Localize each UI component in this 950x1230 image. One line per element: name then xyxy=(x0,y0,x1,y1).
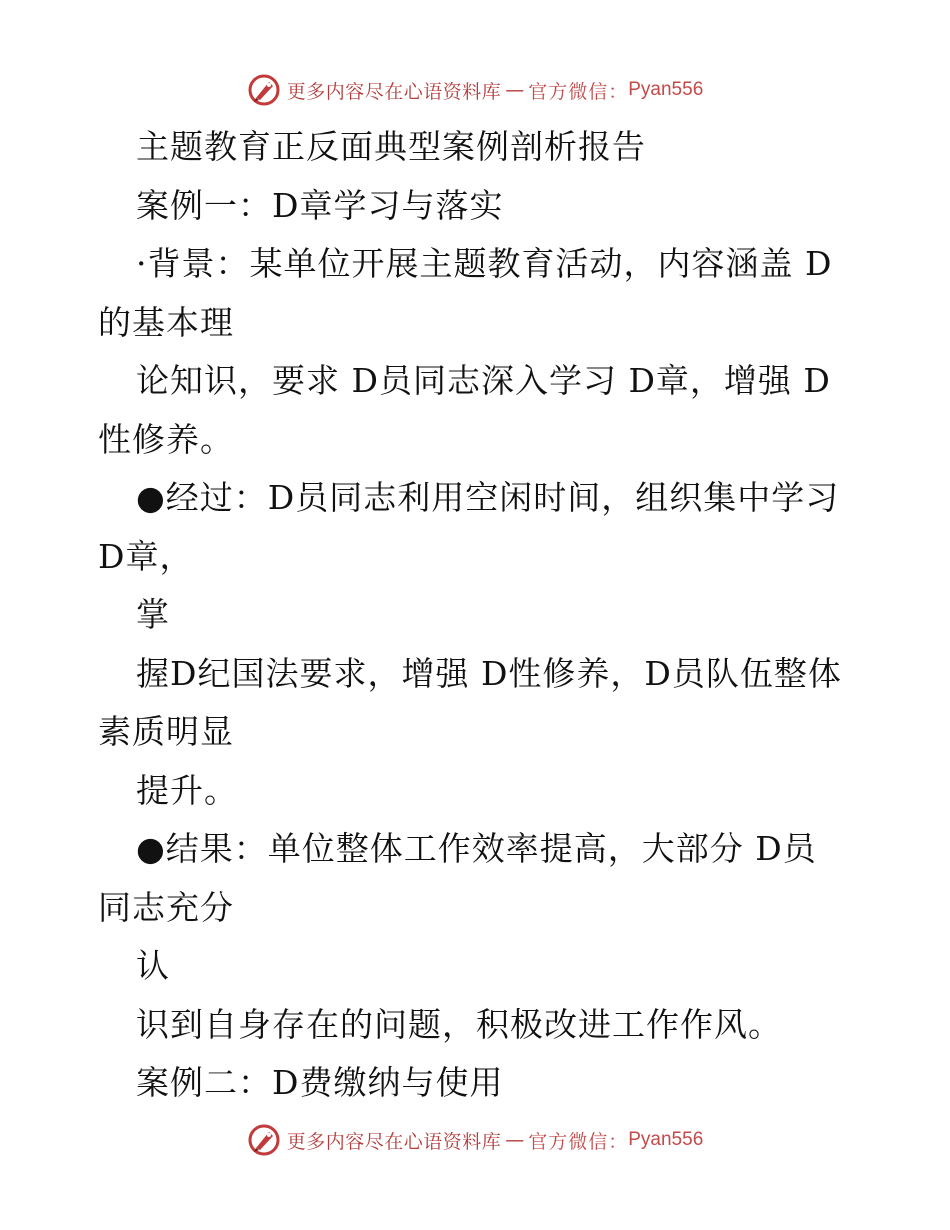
document-body xyxy=(98,118,858,1113)
watermark-main-text: 更多内容尽在心语资料库 xyxy=(286,1130,502,1153)
text-line: 识到自身存在的问题，积极改进工作作风。 xyxy=(136,1004,782,1044)
text-line: 认 xyxy=(136,946,170,985)
case-two-heading: 案例二：D费缴纳与使用 xyxy=(136,1063,504,1102)
watermark-handle: Pyan556 xyxy=(628,1129,704,1150)
case-one-heading: 案例一：D章学习与落实 xyxy=(136,185,504,225)
watermark-handle: Pyan556 xyxy=(628,79,704,100)
document-title: 主题教育正反面典型案例剖析报告 xyxy=(136,127,646,166)
watermark-sub-text: 官方微信： xyxy=(528,1130,629,1153)
footer-watermark xyxy=(0,1120,950,1160)
case-one-result: ●结果：单位整体工作效率提高，大部分 D员 xyxy=(136,829,817,868)
text-line: 握D纪国法要求，增强 D性修养，D员队伍整体 xyxy=(136,653,842,693)
text-line: 的基本理 xyxy=(98,302,234,342)
text-line: D章， xyxy=(98,536,194,576)
pen-logo-icon xyxy=(247,73,281,107)
text-line: 提升。 xyxy=(136,770,238,810)
pen-logo-icon xyxy=(247,1123,281,1157)
case-one-background: ·背景：某单位开展主题教育活动，内容涵盖 D xyxy=(136,244,833,283)
watermark-dash: — xyxy=(505,79,525,101)
header-watermark xyxy=(0,70,950,110)
case-one-process: ●经过：D员同志利用空闲时间，组织集中学习 xyxy=(136,478,840,517)
text-line: 素质明显 xyxy=(98,712,234,751)
watermark-dash: — xyxy=(505,1129,525,1151)
text-line: 性修养。 xyxy=(98,419,234,459)
text-line: 掌 xyxy=(136,595,170,634)
watermark-sub-text: 官方微信： xyxy=(528,80,629,103)
watermark-main-text: 更多内容尽在心语资料库 xyxy=(286,80,502,103)
text-line: 论知识，要求 D员同志深入学习 D章，增强 D xyxy=(136,361,831,400)
text-line: 同志充分 xyxy=(98,887,234,927)
